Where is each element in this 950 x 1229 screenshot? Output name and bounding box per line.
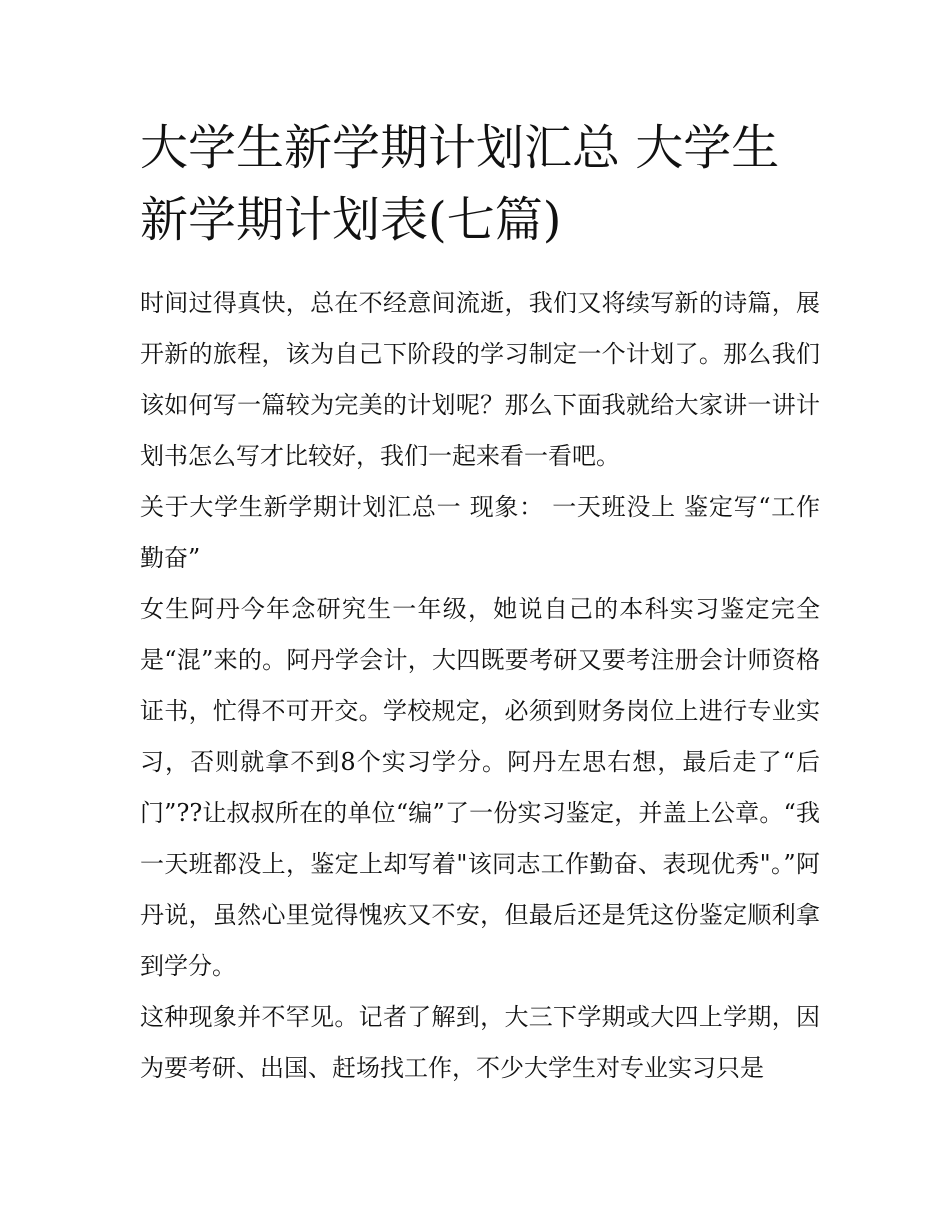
section-heading-paragraph: 关于大学生新学期计划汇总一 现象： 一天班没上 鉴定写“工作勤奋” [140, 493, 820, 572]
observation-paragraph: 这种现象并不罕见。记者了解到，大三下学期或大四上学期，因为要考研、出国、赶场找工作，不少大学生对专业实习只是 [140, 1003, 820, 1082]
story-paragraph: 女生阿丹今年念研究生一年级，她说自己的本科实习鉴定完全是“混”来的。阿丹学会计，大四既要考研又要考注册会计师资格证书，忙得不可开交。学校规定，必须到财务岗位上进行专业实习，否则就拿不到8个实习学分。阿丹左思右想，最后走了“后门”??让叔叔所在的单位“编”了一份实习鉴定，并盖上公章。“我一天班都没上，鉴定上却写着"该同志工作勤奋、表现优秀"。”阿丹说，虽然心里觉得愧疚又不安，但最后还是凭这份鉴定顺利拿到学分。 [140, 595, 820, 980]
intro-paragraph: 时间过得真快，总在不经意间流逝，我们又将续写新的诗篇，展开新的旅程，该为自己下阶段的学习制定一个计划了。那么我们该如何写一篇较为完美的计划呢？那么下面我就给大家讲一讲计划书怎么写才比较好，我们一起来看一看吧。 [140, 289, 820, 470]
document-title: 大学生新学期计划汇总 大学生新学期计划表(七篇) [140, 120, 780, 248]
document-body [140, 112, 820, 1094]
